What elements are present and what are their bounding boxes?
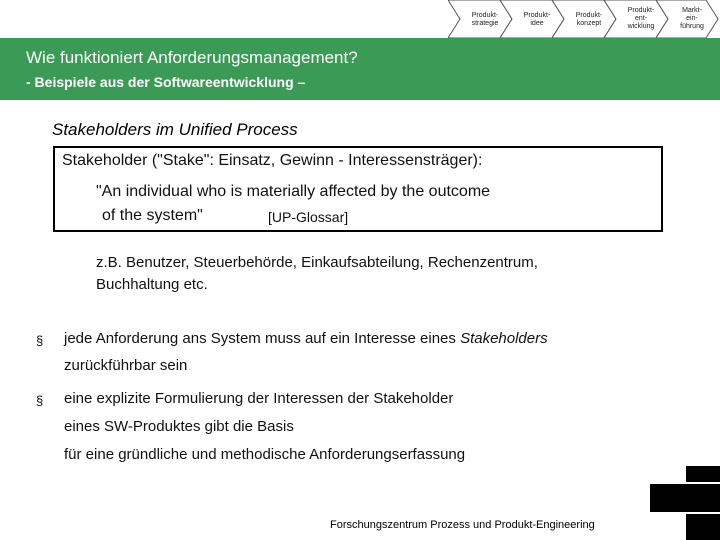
bullet-marker-2: §: [36, 393, 44, 408]
example-line-2: Buchhaltung etc.: [96, 276, 208, 293]
page-title: Wie funktioniert Anforderungsmanagement?: [26, 48, 358, 67]
chevron-label-produktstrategie: Produkt- strategie: [471, 12, 499, 27]
process-chevron-bar: [448, 0, 720, 38]
bullet-1-line-2: zurückführbar sein: [64, 357, 188, 374]
footer-text: Forschungszentrum Prozess und Produkt-Engineering: [330, 519, 595, 531]
logo-block-top: [686, 466, 720, 482]
bullet-1-text: jede Anforderung ans System muss auf ein Interesse eines: [64, 330, 461, 347]
bullet-2-line-1: eine explizite Formulierung der Interessen der Stakeholder: [64, 390, 454, 407]
chevron-label-produktkonzept: Produkt- konzept: [575, 12, 603, 27]
logo-block-bottom: [686, 514, 720, 540]
bullet-marker-1: §: [36, 333, 44, 348]
chevron-label-markteinfuehrung: Markt- ein- führung: [680, 7, 704, 30]
example-line-1: z.B. Benutzer, Steuerbehörde, Einkaufsabteilung, Rechenzentrum,: [96, 254, 538, 271]
chevron-label-produktidee: Produkt- idee: [523, 12, 551, 27]
section-heading: Stakeholders im Unified Process: [52, 120, 298, 139]
bullet-1-line-1: [64, 330, 548, 347]
definition-text: Stakeholder ("Stake": Einsatz, Gewinn - Interessensträger):: [62, 152, 483, 169]
quote-line-1: "An individual who is materially affected by the outcome: [96, 183, 491, 200]
bullet-2-line-2: eines SW-Produktes gibt die Basis: [64, 418, 294, 435]
page-subtitle: - Beispiele aus der Softwareentwicklung –: [26, 74, 306, 90]
bullet-1-emphasis: Stakeholders: [460, 330, 548, 347]
logo-block-middle: [650, 484, 720, 512]
quote-line-2: of the system": [102, 207, 203, 224]
chevron-label-produktentwicklung: Produkt- ent- wicklung: [627, 7, 655, 30]
quote-reference: [UP-Glossar]: [268, 209, 349, 225]
bullet-2-line-3: für eine gründliche und methodische Anforderungserfassung: [64, 446, 466, 463]
